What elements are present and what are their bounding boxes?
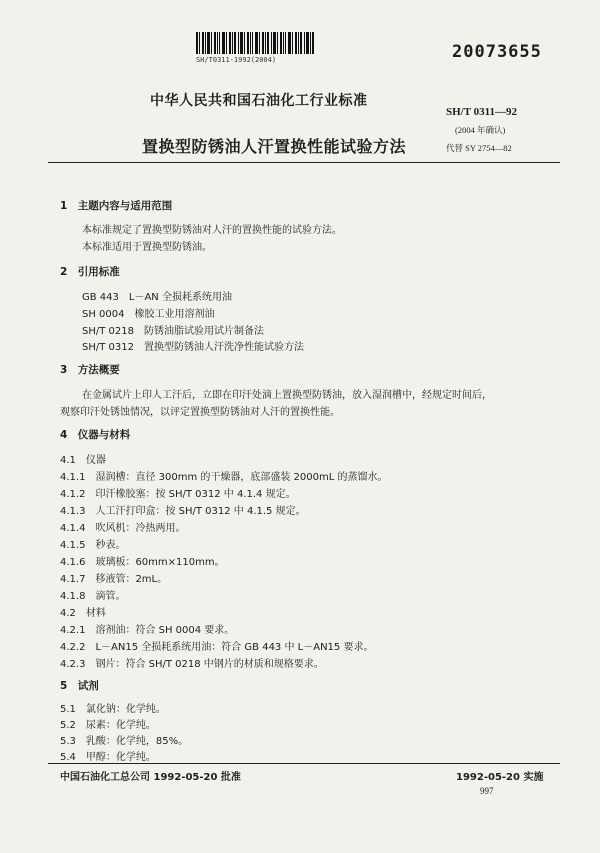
section-5-heading: 5 试剂	[60, 680, 99, 692]
reagent-item: 5.2 尿素：化学纯。	[60, 720, 156, 731]
section-4-heading: 4 仪器与材料	[60, 429, 131, 441]
approval-line: 中国石油化工总公司 1992-05-20 批准	[60, 772, 241, 783]
standard-code: SH/T 0311—92	[446, 106, 518, 118]
section-2-heading: 2 引用标准	[60, 266, 120, 278]
reagent-item: 5.4 甲醇：化学纯。	[60, 752, 156, 763]
clause-item: 4.1.6 玻璃板：60mm×110mm。	[60, 557, 225, 568]
clause-item: 4.1.3 人工汗打印盒：按 SH/T 0312 中 4.1.5 规定。	[60, 506, 306, 517]
section-1-paragraph: 本标准规定了置换型防锈油对人汗的置换性能的试验方法。	[82, 225, 342, 236]
footer-divider	[48, 763, 560, 764]
clause-item: 4.1.2 印汗橡胶塞：按 SH/T 0312 中 4.1.4 规定。	[60, 489, 296, 500]
standard-organization: 中华人民共和国石油化工行业标准	[150, 93, 368, 109]
clause-item: 4.2.1 溶剂油：符合 SH 0004 要求。	[60, 625, 235, 636]
section-3-heading: 3 方法概要	[60, 364, 120, 376]
page-title: 置换型防锈油人汗置换性能试验方法	[142, 137, 407, 156]
reference-item: SH/T 0218 防锈油脂试验用试片制备法	[82, 326, 264, 337]
clause-item: 4.1.7 移液管：2mL。	[60, 574, 168, 585]
clause-item: 4.2 材料	[60, 608, 106, 619]
confirmation-year: (2004 年确认)	[455, 125, 506, 135]
replaces-standard: 代替 SY 2754—82	[446, 143, 512, 153]
barcode-caption: SH/T0311-1992(2004)	[196, 56, 277, 64]
doc-number: 20073655	[452, 42, 542, 62]
clause-item: 4.1.8 滴管。	[60, 591, 126, 602]
header-divider	[48, 162, 560, 163]
section-3-paragraph: 在金属试片上印人工汗后，立即在印汗处滴上置换型防锈油，放入湿润槽中，经规定时间后，	[82, 390, 492, 401]
section-1-heading: 1 主题内容与适用范围	[60, 200, 173, 212]
reference-item: SH/T 0312 置换型防锈油人汗洗净性能试验方法	[82, 342, 304, 353]
clause-item: 4.1 仪器	[60, 455, 106, 466]
reference-item: SH 0004 橡胶工业用溶剂油	[82, 309, 215, 320]
page-number: 997	[480, 786, 494, 796]
barcode-image	[196, 32, 314, 54]
reagent-item: 5.3 乳酸：化学纯，85%。	[60, 736, 189, 747]
implementation-date: 1992-05-20 实施	[456, 772, 544, 783]
reagent-item: 5.1 氯化钠：化学纯。	[60, 704, 166, 715]
clause-item: 4.1.5 秒表。	[60, 540, 126, 551]
clause-item: 4.2.2 L－AN15 全损耗系统用油：符合 GB 443 中 L－AN15 要求。	[60, 642, 374, 653]
clause-item: 4.2.3 钢片：符合 SH/T 0218 中钢片的材质和规格要求。	[60, 659, 324, 670]
reference-item: GB 443 L－AN 全损耗系统用油	[82, 292, 232, 303]
clause-item: 4.1.4 吹风机：冷热两用。	[60, 523, 186, 534]
section-3-paragraph: 观察印汗处锈蚀情况，以评定置换型防锈油对人汗的置换性能。	[60, 407, 340, 418]
clause-item: 4.1.1 湿润槽：直径 300mm 的干燥器，底部盛装 2000mL 的蒸馏水。	[60, 472, 388, 483]
section-1-paragraph: 本标准适用于置换型防锈油。	[82, 242, 212, 253]
